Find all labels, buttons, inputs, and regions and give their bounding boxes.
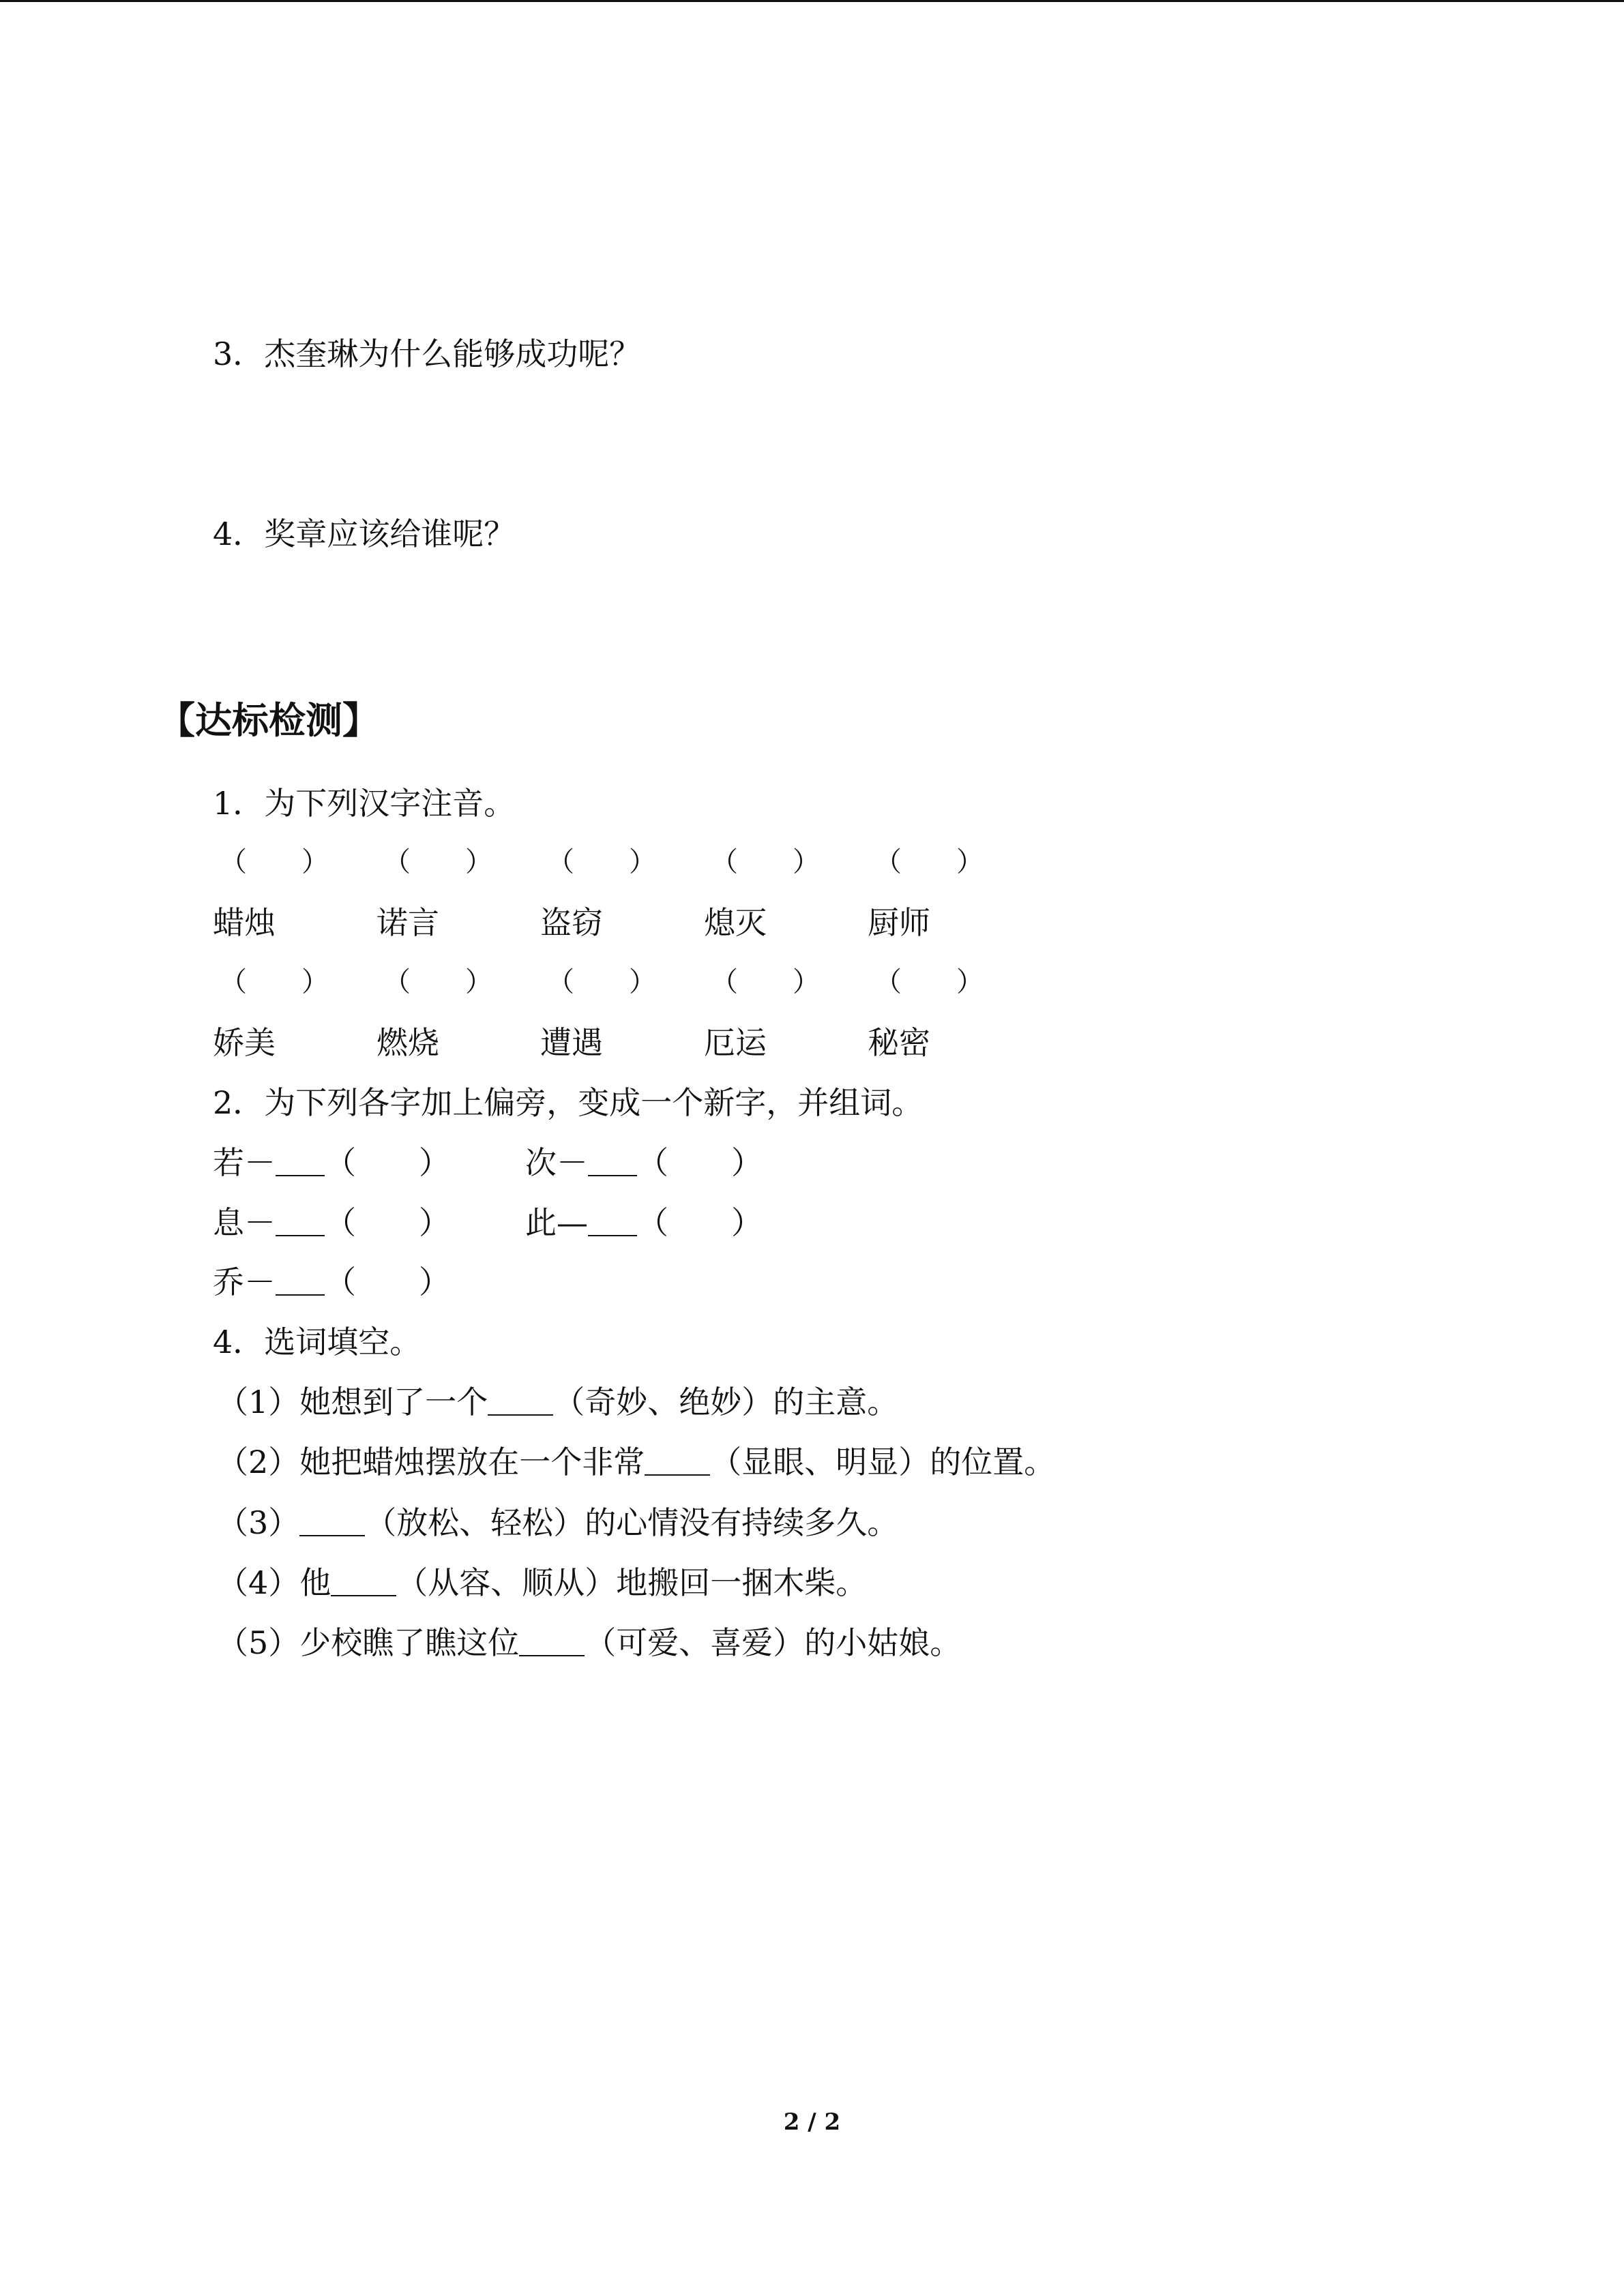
answer-paren: （ ） (325, 1144, 450, 1181)
radical-item (213, 1144, 450, 1181)
word: 盗窃 (540, 904, 603, 941)
task1-title: 1．为下列汉字注音。 (213, 785, 516, 822)
fill-prefix: （5）少校瞧了瞧这位 (217, 1624, 520, 1661)
fill-blank[interactable] (488, 1387, 553, 1416)
question-4: 4．奖章应该给谁呢？ (213, 516, 516, 552)
answer-blank[interactable] (588, 1208, 637, 1236)
answer-paren: （ ） (325, 1264, 450, 1300)
word: 蜡烛 (213, 904, 276, 941)
radical-char: 乔－ (213, 1264, 276, 1300)
radical-char: 息－ (213, 1204, 276, 1241)
task2-title: 2．为下列各字加上偏旁，变成一个新字，并组词。 (213, 1084, 924, 1121)
pinyin-paren: （ ） (547, 966, 656, 998)
task4-title: 4．选词填空。 (213, 1324, 422, 1360)
fill-suffix: （显眼、明显）的位置。 (710, 1444, 1056, 1480)
pinyin-paren: （ ） (711, 966, 820, 998)
pinyin-paren: （ ） (220, 846, 329, 878)
word: 燃烧 (377, 1024, 439, 1061)
fill-item (217, 1624, 962, 1661)
radical-item (213, 1266, 450, 1298)
fill-prefix: （1）她想到了一个 (217, 1384, 488, 1420)
radical-char: 若－ (213, 1144, 276, 1181)
page-number: 2 / 2 (783, 2108, 841, 2136)
pinyin-paren: （ ） (874, 846, 984, 878)
fill-suffix: （放松、轻松）的心情没有持续多久。 (365, 1504, 899, 1541)
word: 熄灭 (704, 904, 767, 941)
fill-prefix: （4）他 (217, 1564, 331, 1601)
radical-item (213, 1204, 450, 1241)
fill-blank[interactable] (299, 1508, 365, 1536)
fill-item (217, 1386, 898, 1418)
pinyin-paren: （ ） (383, 966, 492, 998)
pinyin-paren: （ ） (711, 846, 820, 878)
answer-paren: （ ） (637, 1144, 763, 1181)
fill-prefix: （3） (217, 1504, 300, 1541)
radical-char: 此— (525, 1204, 588, 1241)
pinyin-paren: （ ） (220, 966, 329, 998)
answer-blank[interactable] (276, 1267, 325, 1296)
answer-blank[interactable] (276, 1208, 325, 1236)
fill-blank[interactable] (331, 1568, 396, 1596)
word: 遭遇 (540, 1024, 603, 1061)
fill-prefix: （2）她把蜡烛摆放在一个非常 (217, 1444, 645, 1480)
word: 诺言 (377, 904, 439, 941)
fill-suffix: （从容、顺从）地搬回一捆木柴。 (396, 1564, 868, 1601)
answer-paren: （ ） (637, 1204, 763, 1241)
top-border-line (0, 0, 1624, 2)
answer-blank[interactable] (588, 1148, 637, 1176)
word: 秘密 (868, 1024, 930, 1061)
fill-item (217, 1564, 868, 1601)
answer-blank[interactable] (276, 1148, 325, 1176)
fill-blank[interactable] (645, 1447, 710, 1476)
word: 厨师 (868, 904, 930, 941)
pinyin-paren: （ ） (874, 966, 984, 998)
pinyin-paren: （ ） (547, 846, 656, 878)
radical-item (525, 1204, 763, 1241)
word: 厄运 (704, 1024, 767, 1061)
fill-blank[interactable] (519, 1628, 585, 1656)
section-heading: 【达标检测】 (158, 698, 379, 742)
fill-item (217, 1504, 899, 1541)
fill-suffix: （奇妙、绝妙）的主意。 (553, 1384, 899, 1420)
fill-item (217, 1446, 1055, 1478)
radical-item (525, 1144, 763, 1181)
radical-char: 次－ (525, 1144, 588, 1181)
word: 娇美 (213, 1024, 276, 1061)
fill-suffix: （可爱、喜爱）的小姑娘。 (585, 1624, 962, 1661)
question-3: 3．杰奎琳为什么能够成功呢？ (213, 336, 641, 372)
pinyin-paren: （ ） (383, 846, 492, 878)
answer-paren: （ ） (325, 1204, 450, 1241)
